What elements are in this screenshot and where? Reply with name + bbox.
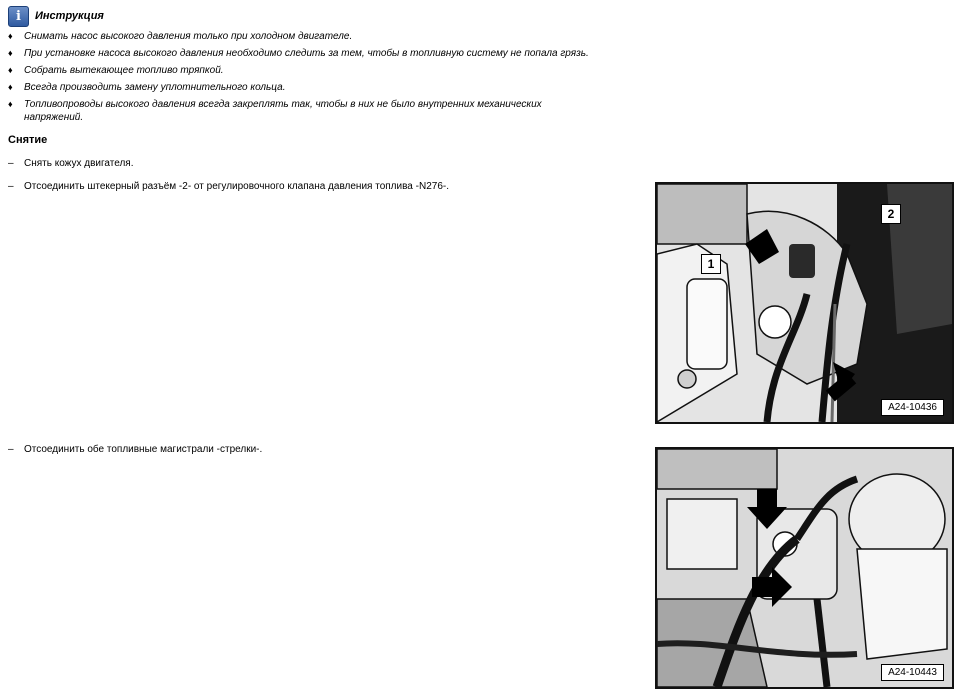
- figure-label: A24-10436: [881, 399, 944, 416]
- note-item: ♦ Снимать насос высокого давления только при холодном двигателе.: [8, 31, 353, 42]
- step-item: – Отсоединить обе топливные магистрали -стрелки-.: [8, 444, 263, 455]
- engine-illustration-1: [657, 184, 952, 422]
- figure-label: A24-10443: [881, 664, 944, 681]
- note-title: Инструкция: [35, 10, 104, 22]
- note-list: [8, 30, 628, 128]
- info-icon: i: [8, 6, 29, 27]
- section-title: Снятие: [8, 134, 48, 146]
- callout-1: 1: [701, 254, 721, 274]
- note-item: ♦ Собрать вытекающее топливо тряпкой.: [8, 65, 224, 76]
- note-item: ♦ Топливопроводы высокого давления всегда закреплять так, чтобы в них не было внутренних механических напряжений.: [8, 99, 542, 123]
- figure-1: [655, 182, 954, 424]
- step-item: – Отсоединить штекерный разъём -2- от регулировочного клапана давления топлива -N276-.: [8, 181, 449, 192]
- figure-2: [655, 447, 954, 689]
- engine-illustration-2: [657, 449, 952, 687]
- note-item: ♦ При установке насоса высокого давления необходимо следить за тем, чтобы в топливную систему не попала грязь.: [8, 48, 589, 59]
- note-item: ♦ Всегда производить замену уплотнительного кольца.: [8, 82, 286, 93]
- step-item: – Снять кожух двигателя.: [8, 158, 134, 169]
- callout-2: 2: [881, 204, 901, 224]
- note-header: [8, 6, 104, 26]
